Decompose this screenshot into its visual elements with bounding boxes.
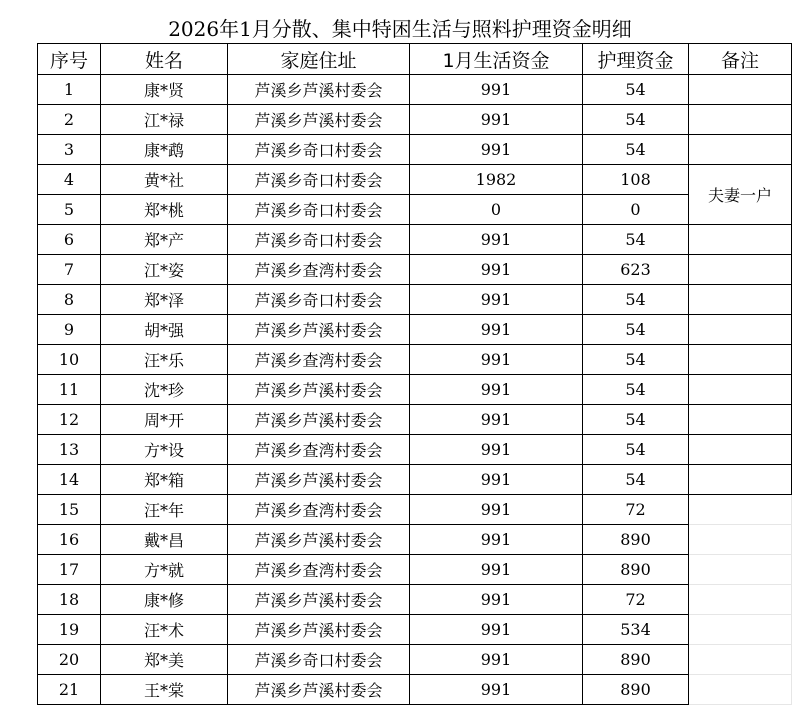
cell-name: 江*禄 (101, 105, 228, 135)
cell-name: 方*设 (101, 435, 228, 465)
cell-address: 芦溪乡芦溪村委会 (228, 465, 410, 495)
cell-name: 郑*泽 (101, 285, 228, 315)
cell-no: 13 (38, 435, 101, 465)
cell-name: 周*开 (101, 405, 228, 435)
cell-no: 18 (38, 585, 101, 615)
page-title: 2026年1月分散、集中特困生活与照料护理资金明细 (168, 17, 632, 41)
cell-no: 7 (38, 255, 101, 285)
cell-living-fund: 991 (410, 375, 583, 405)
cell-address: 芦溪乡芦溪村委会 (228, 105, 410, 135)
cell-name: 戴*昌 (101, 525, 228, 555)
cell-name: 郑*箱 (101, 465, 228, 495)
table-row (38, 315, 792, 345)
cell-care-fund: 54 (583, 375, 689, 405)
cell-living-fund: 991 (410, 585, 583, 615)
cell-note (689, 585, 792, 615)
cell-living-fund: 991 (410, 645, 583, 675)
cell-care-fund: 54 (583, 405, 689, 435)
table-row (38, 405, 792, 435)
cell-living-fund: 991 (410, 465, 583, 495)
cell-address: 芦溪乡查湾村委会 (228, 345, 410, 375)
cell-note (689, 525, 792, 555)
col-header-note: 备注 (689, 44, 792, 75)
cell-care-fund: 54 (583, 465, 689, 495)
cell-name: 汪*乐 (101, 345, 228, 375)
cell-name: 方*就 (101, 555, 228, 585)
cell-address: 芦溪乡查湾村委会 (228, 555, 410, 585)
cell-living-fund: 991 (410, 135, 583, 165)
cell-address: 芦溪乡芦溪村委会 (228, 75, 410, 105)
cell-name: 郑*美 (101, 645, 228, 675)
cell-note (689, 465, 792, 495)
cell-address: 芦溪乡奇口村委会 (228, 165, 410, 195)
cell-address: 芦溪乡查湾村委会 (228, 495, 410, 525)
cell-no: 4 (38, 165, 101, 195)
cell-note (689, 225, 792, 255)
cell-no: 19 (38, 615, 101, 645)
cell-no: 1 (38, 75, 101, 105)
col-header-care-fund: 护理资金 (583, 44, 689, 75)
cell-care-fund: 534 (583, 615, 689, 645)
cell-no: 14 (38, 465, 101, 495)
cell-name: 康*鹉 (101, 135, 228, 165)
cell-living-fund: 991 (410, 315, 583, 345)
cell-note (689, 555, 792, 585)
cell-address: 芦溪乡芦溪村委会 (228, 615, 410, 645)
cell-living-fund: 991 (410, 495, 583, 525)
cell-name: 汪*年 (101, 495, 228, 525)
cell-note (689, 135, 792, 165)
col-header-no: 序号 (38, 44, 101, 75)
cell-care-fund: 54 (583, 315, 689, 345)
cell-address: 芦溪乡芦溪村委会 (228, 525, 410, 555)
cell-note (689, 255, 792, 285)
cell-name: 江*姿 (101, 255, 228, 285)
cell-no: 17 (38, 555, 101, 585)
cell-name: 汪*术 (101, 615, 228, 645)
table-row (38, 465, 792, 495)
col-header-address: 家庭住址 (228, 44, 410, 75)
cell-living-fund: 991 (410, 405, 583, 435)
cell-care-fund: 890 (583, 555, 689, 585)
cell-name: 王*棠 (101, 675, 228, 705)
table-row (38, 345, 792, 375)
table-row (38, 255, 792, 285)
cell-name: 胡*强 (101, 315, 228, 345)
cell-name: 郑*桃 (101, 195, 228, 225)
cell-living-fund: 0 (410, 195, 583, 225)
cell-note (689, 405, 792, 435)
table-row (38, 615, 792, 645)
cell-address: 芦溪乡查湾村委会 (228, 435, 410, 465)
cell-no: 8 (38, 285, 101, 315)
cell-address: 芦溪乡查湾村委会 (228, 255, 410, 285)
cell-address: 芦溪乡芦溪村委会 (228, 675, 410, 705)
cell-care-fund: 54 (583, 345, 689, 375)
cell-address: 芦溪乡奇口村委会 (228, 135, 410, 165)
cell-note (689, 105, 792, 135)
cell-note (689, 645, 792, 675)
cell-note (689, 375, 792, 405)
cell-living-fund: 991 (410, 675, 583, 705)
cell-no: 3 (38, 135, 101, 165)
cell-care-fund: 54 (583, 135, 689, 165)
cell-no: 5 (38, 195, 101, 225)
cell-living-fund: 991 (410, 225, 583, 255)
table-row (38, 285, 792, 315)
table-row (38, 195, 792, 225)
cell-care-fund: 890 (583, 645, 689, 675)
cell-name: 黄*社 (101, 165, 228, 195)
cell-care-fund: 54 (583, 285, 689, 315)
table-row (38, 75, 792, 105)
cell-care-fund: 890 (583, 525, 689, 555)
cell-no: 20 (38, 645, 101, 675)
cell-care-fund: 623 (583, 255, 689, 285)
table-row (38, 105, 792, 135)
header-row (38, 44, 792, 75)
cell-note (689, 615, 792, 645)
cell-care-fund: 890 (583, 675, 689, 705)
cell-care-fund: 54 (583, 435, 689, 465)
cell-care-fund: 72 (583, 495, 689, 525)
cell-living-fund: 991 (410, 75, 583, 105)
cell-living-fund: 991 (410, 255, 583, 285)
table-row (38, 375, 792, 405)
cell-note (689, 75, 792, 105)
cell-living-fund: 991 (410, 435, 583, 465)
cell-note (689, 315, 792, 345)
fund-table (37, 43, 792, 705)
cell-address: 芦溪乡奇口村委会 (228, 285, 410, 315)
cell-note (689, 675, 792, 705)
col-header-living-fund: 1月生活资金 (410, 44, 583, 75)
table-row (38, 225, 792, 255)
cell-name: 郑*产 (101, 225, 228, 255)
cell-no: 9 (38, 315, 101, 345)
cell-care-fund: 54 (583, 225, 689, 255)
cell-address: 芦溪乡奇口村委会 (228, 195, 410, 225)
cell-note (689, 435, 792, 465)
cell-address: 芦溪乡芦溪村委会 (228, 375, 410, 405)
table-row (38, 555, 792, 585)
cell-living-fund: 1982 (410, 165, 583, 195)
cell-no: 21 (38, 675, 101, 705)
cell-name: 康*贤 (101, 75, 228, 105)
cell-living-fund: 991 (410, 105, 583, 135)
cell-address: 芦溪乡芦溪村委会 (228, 405, 410, 435)
cell-care-fund: 0 (583, 195, 689, 225)
cell-no: 11 (38, 375, 101, 405)
cell-address: 芦溪乡奇口村委会 (228, 225, 410, 255)
table-row (38, 435, 792, 465)
cell-care-fund: 54 (583, 105, 689, 135)
cell-note-merged: 夫妻一户 (689, 165, 792, 225)
cell-living-fund: 991 (410, 555, 583, 585)
cell-no: 15 (38, 495, 101, 525)
cell-note (689, 285, 792, 315)
table-row (38, 135, 792, 165)
cell-living-fund: 991 (410, 285, 583, 315)
table-row (38, 525, 792, 555)
cell-no: 12 (38, 405, 101, 435)
cell-no: 10 (38, 345, 101, 375)
table-row (38, 585, 792, 615)
cell-note (689, 495, 792, 525)
cell-care-fund: 54 (583, 75, 689, 105)
cell-no: 2 (38, 105, 101, 135)
cell-name: 康*修 (101, 585, 228, 615)
col-header-name: 姓名 (101, 44, 228, 75)
cell-address: 芦溪乡奇口村委会 (228, 645, 410, 675)
cell-living-fund: 991 (410, 615, 583, 645)
table-row (38, 645, 792, 675)
cell-no: 6 (38, 225, 101, 255)
cell-no: 16 (38, 525, 101, 555)
table-row (38, 165, 792, 195)
table-body (38, 75, 792, 705)
cell-living-fund: 991 (410, 345, 583, 375)
cell-care-fund: 72 (583, 585, 689, 615)
cell-address: 芦溪乡芦溪村委会 (228, 315, 410, 345)
cell-note (689, 345, 792, 375)
cell-care-fund: 108 (583, 165, 689, 195)
cell-address: 芦溪乡芦溪村委会 (228, 585, 410, 615)
table-row (38, 675, 792, 705)
cell-name: 沈*珍 (101, 375, 228, 405)
cell-living-fund: 991 (410, 525, 583, 555)
table-row (38, 495, 792, 525)
